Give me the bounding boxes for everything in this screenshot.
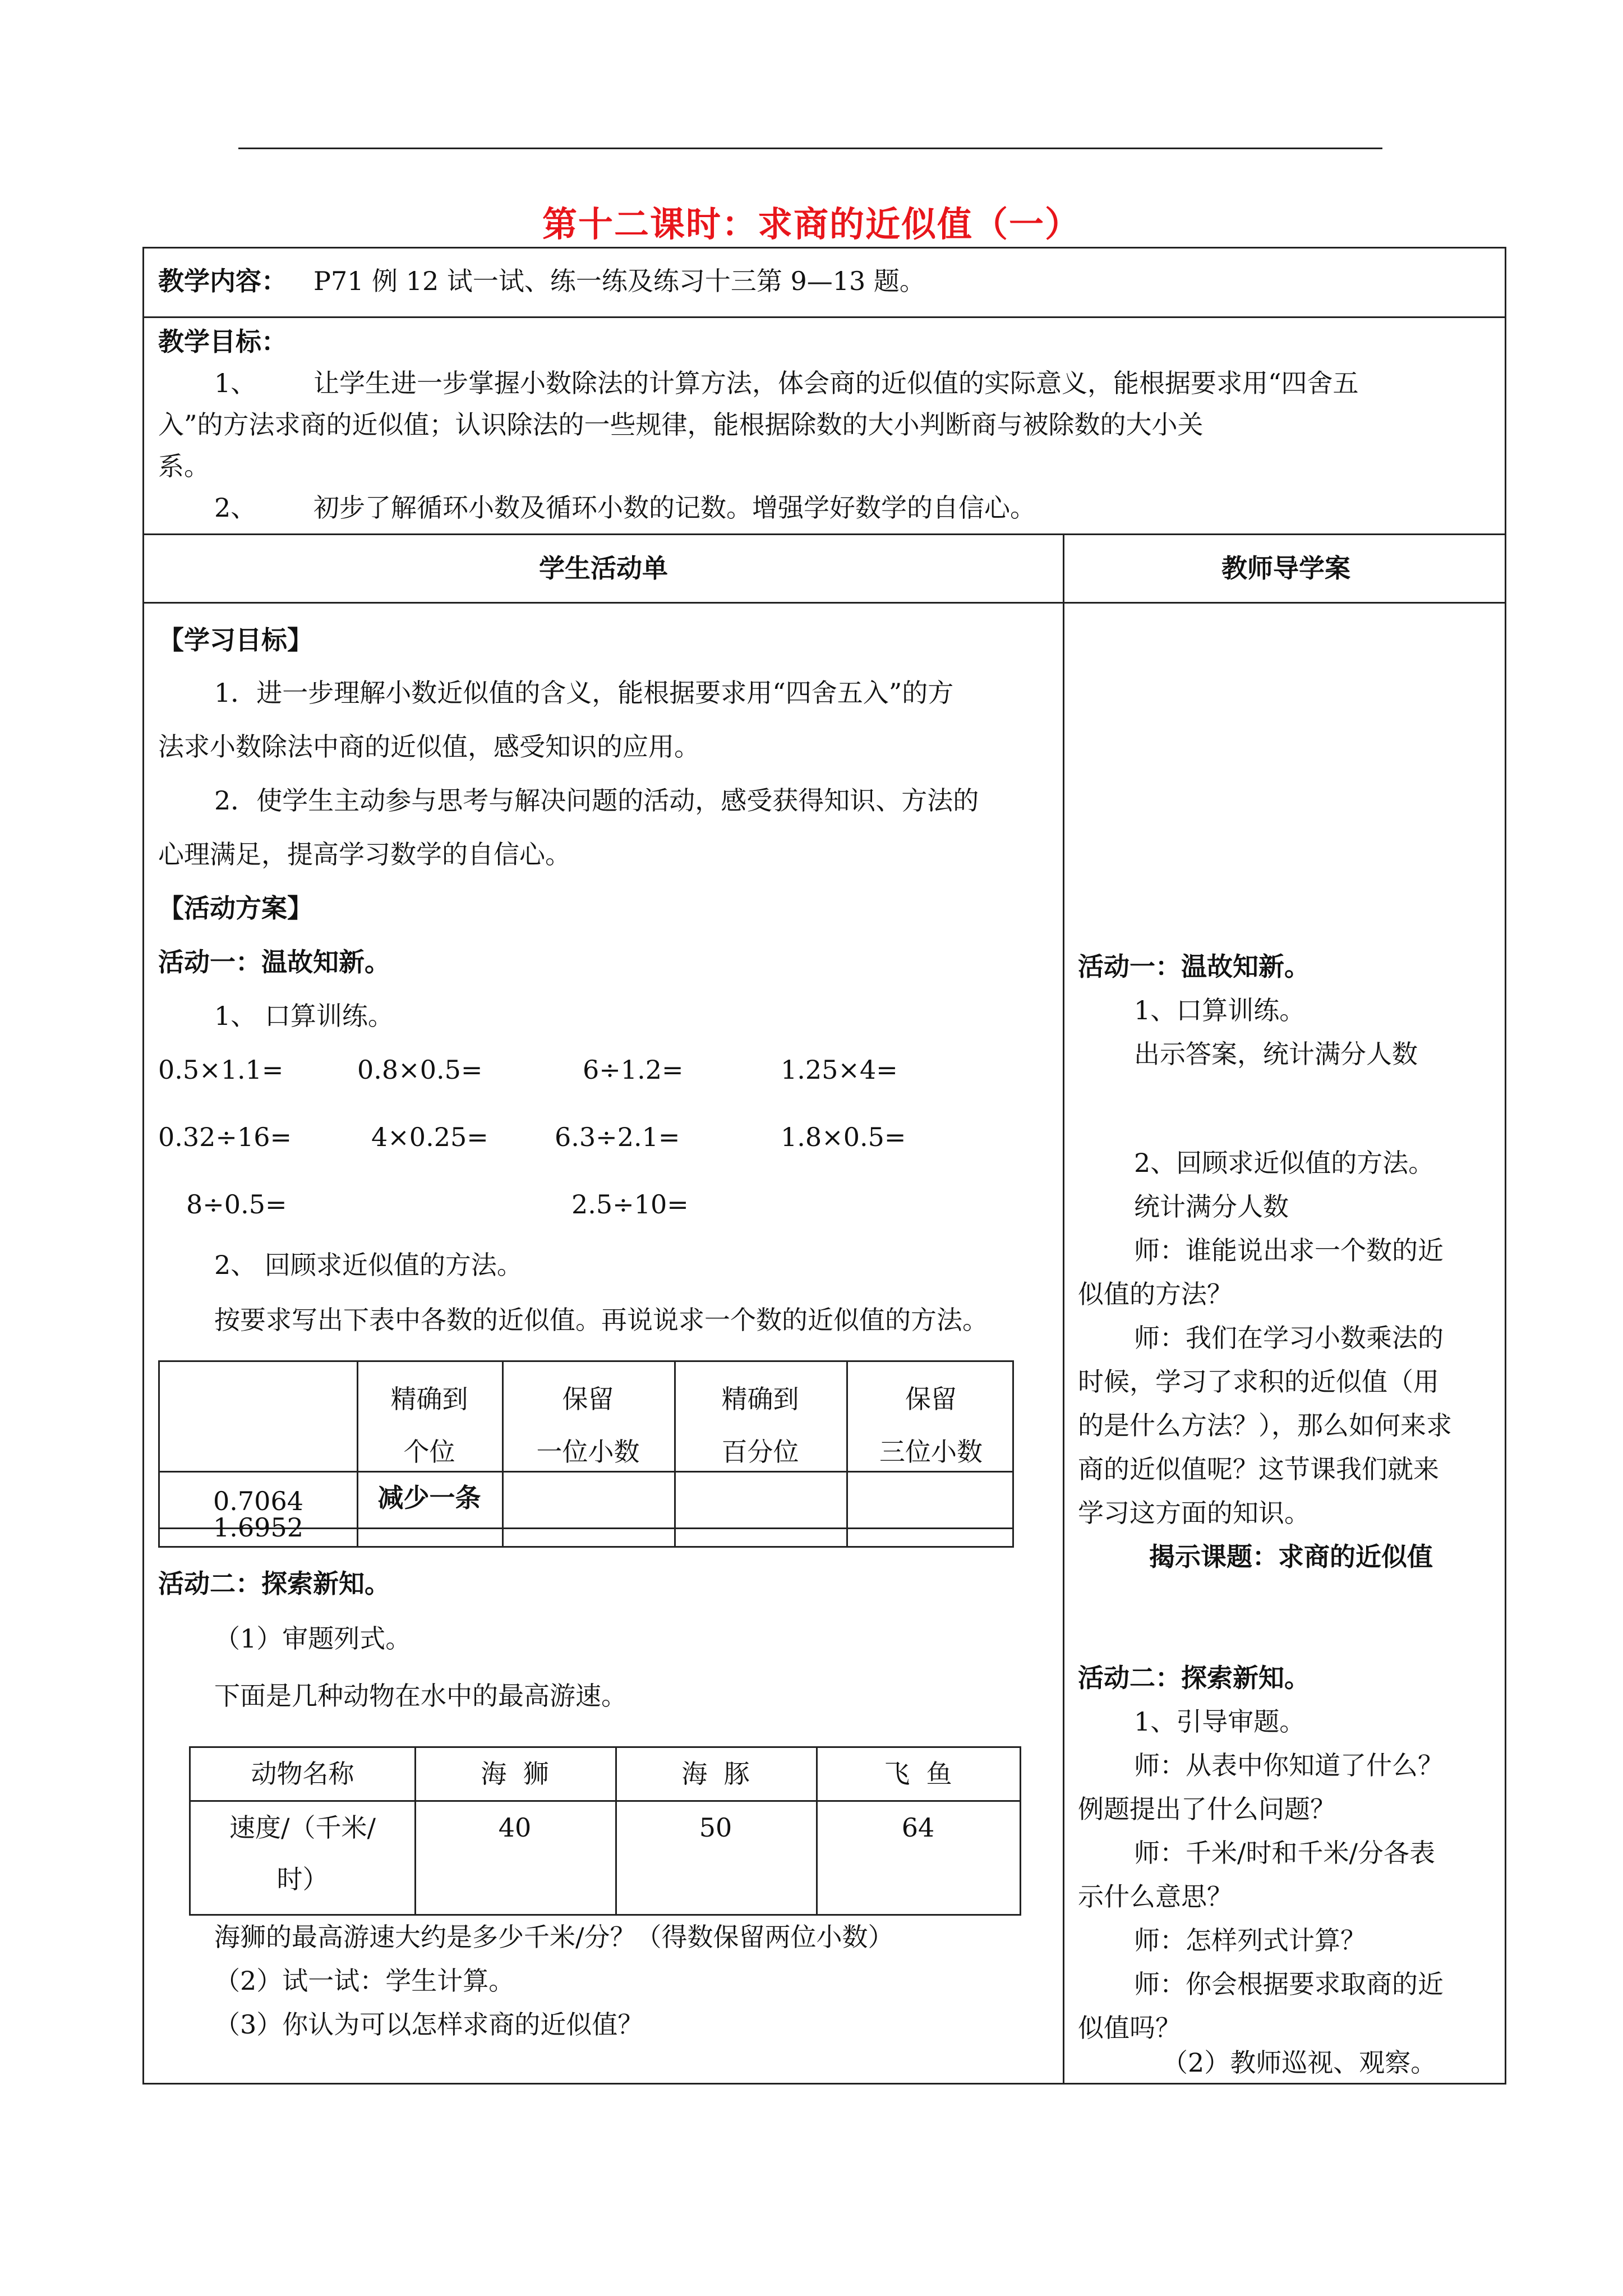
activity-item: （2）试一试：学生计算。 [214, 1966, 515, 1996]
speed-value: 40 [498, 1812, 532, 1843]
teacher-note: 似值吗？ [1078, 2013, 1181, 2043]
question-text: 海狮的最高游速大约是多少千米/分？（得数保留两位小数） [214, 1922, 894, 1952]
table-header: 一位小数 [536, 1437, 640, 1467]
teacher-note: 师：千米/时和千米/分各表 [1134, 1838, 1435, 1868]
study-goal-heading: 【学习目标】 [158, 625, 313, 655]
activity-instruction: 按要求写出下表中各数的近似值。再说说求一个数的近似值的方法。 [214, 1305, 988, 1335]
table-header: 个位 [403, 1437, 455, 1467]
teacher-column-header: 教师导学案 [1221, 553, 1350, 583]
table-cell-number: 1.6952 [213, 1512, 303, 1543]
teacher-note: 1、口算训练。 [1134, 995, 1306, 1025]
teacher-note: 时候，学习了求积的近似值（用 [1078, 1366, 1439, 1397]
activity-two-heading: 活动二：探索新知。 [158, 1568, 390, 1599]
teacher-note: 1、引导审题。 [1134, 1706, 1306, 1737]
calc-exercise: 2.5÷10= [571, 1189, 689, 1220]
teacher-note: 师：谁能说出求一个数的近 [1134, 1235, 1444, 1266]
page-title: 第十二课时：求商的近似值（一） [542, 204, 1081, 245]
table-cell-number: 0.7064 [213, 1486, 303, 1516]
teacher-note: 师：怎样列式计算？ [1134, 1925, 1366, 1955]
row-divider [144, 602, 1505, 604]
row-divider [144, 533, 1505, 535]
table-rule [191, 1800, 1020, 1802]
goal-text: 系。 [158, 451, 210, 481]
goal-text: 让学生进一步掌握小数除法的计算方法，体会商的近似值的实际意义，能根据要求用“四舍五 [313, 368, 1359, 398]
teacher-activity-one-heading: 活动一：温故知新。 [1078, 951, 1310, 982]
activity-item: （1）审题列式。 [214, 1623, 412, 1654]
table-rule [160, 1471, 1012, 1473]
row-label: 速度/（千米/ [229, 1812, 376, 1843]
calc-exercise: 6÷1.2= [583, 1055, 684, 1085]
activity-item: （3）你认为可以怎样求商的近似值？ [214, 2009, 644, 2040]
table-header: 飞 鱼 [884, 1759, 952, 1789]
calc-exercise: 0.8×0.5= [357, 1055, 483, 1085]
calc-exercise: 4×0.25= [371, 1122, 488, 1152]
lesson-topic-reveal: 揭示课题：求商的近似值 [1149, 1542, 1433, 1572]
teacher-note: 师：你会根据要求取商的近 [1134, 1969, 1444, 1999]
teacher-activity-two-heading: 活动二：探索新知。 [1078, 1663, 1310, 1693]
table-header: 百分位 [721, 1437, 799, 1467]
study-goal-text: 1．进一步理解小数近似值的含义，能根据要求用“四舍五入”的方 [214, 678, 954, 708]
calc-exercise: 1.8×0.5= [781, 1122, 906, 1152]
content-label: 教学内容： [158, 266, 287, 296]
table-header: 精确到 [390, 1384, 468, 1414]
calc-exercise: 0.32÷16= [158, 1122, 292, 1152]
table-header: 海 豚 [681, 1759, 750, 1789]
study-goal-text: 法求小数除法中商的近似值，感受知识的应用。 [158, 731, 700, 762]
table-header: 精确到 [721, 1384, 799, 1414]
teacher-note: 例题提出了什么问题？ [1078, 1794, 1336, 1824]
speed-table [189, 1746, 1021, 1916]
teacher-note: 2、回顾求近似值的方法。 [1134, 1148, 1435, 1178]
calc-exercise: 6.3÷2.1= [555, 1122, 680, 1152]
teacher-note: 示什么意思？ [1078, 1881, 1233, 1912]
calc-exercise: 8÷0.5= [186, 1189, 287, 1220]
lesson-plan-table [142, 247, 1506, 2085]
teacher-note: 的是什么方法？），那么如何来求 [1078, 1410, 1452, 1441]
study-goal-text: 2．使学生主动参与思考与解决问题的活动，感受获得知识、方法的 [214, 785, 979, 816]
goal-text: 初步了解循环小数及循环小数的记数。增强学好数学的自信心。 [313, 493, 1036, 523]
activity-text: 下面是几种动物在水中的最高游速。 [214, 1681, 627, 1711]
student-column-header: 学生活动单 [539, 553, 668, 583]
activity-one-heading: 活动一：温故知新。 [158, 947, 390, 977]
goal-number: 1、 [214, 368, 257, 398]
teacher-note: 师：从表中你知道了什么？ [1134, 1750, 1444, 1780]
teacher-note: 统计满分人数 [1134, 1191, 1289, 1222]
table-header: 海 狮 [481, 1759, 549, 1789]
teacher-note: 商的近似值呢？这节课我们就来 [1078, 1454, 1439, 1484]
row-divider [144, 316, 1505, 318]
activity-plan-heading: 【活动方案】 [158, 893, 313, 923]
speed-value: 64 [901, 1812, 935, 1843]
activity-item: 1、 口算训练。 [214, 1001, 394, 1031]
table-header: 动物名称 [251, 1759, 354, 1789]
goal-number: 2、 [214, 493, 257, 523]
study-goal-text: 心理满足，提高学习数学的自信心。 [158, 839, 571, 869]
teacher-note: 出示答案，统计满分人数 [1134, 1039, 1418, 1069]
calc-exercise: 1.25×4= [781, 1055, 898, 1085]
table-cell-note: 减少一条 [377, 1483, 481, 1513]
table-header: 三位小数 [879, 1437, 983, 1467]
goals-label: 教学目标： [158, 326, 287, 357]
column-divider [1063, 533, 1064, 2083]
activity-item: 2、 回顾求近似值的方法。 [214, 1250, 523, 1280]
teacher-note: （2）教师巡视、观察。 [1162, 2047, 1437, 2078]
table-header: 保留 [562, 1384, 614, 1414]
teacher-note: 似值的方法？ [1078, 1279, 1233, 1309]
header-rule [238, 148, 1382, 149]
teacher-note: 学习这方面的知识。 [1078, 1498, 1310, 1528]
row-label: 时） [276, 1864, 329, 1894]
goal-text: 入”的方法求商的近似值；认识除法的一些规律，能根据除数的大小判断商与被除数的大小关 [158, 409, 1204, 440]
content-text: P71 例 12 试一试、练一练及练习十三第 9—13 题。 [313, 266, 925, 296]
calc-exercise: 0.5×1.1= [158, 1055, 284, 1085]
teacher-note: 师：我们在学习小数乘法的 [1134, 1323, 1444, 1353]
speed-value: 50 [699, 1812, 732, 1843]
table-header: 保留 [905, 1384, 957, 1414]
